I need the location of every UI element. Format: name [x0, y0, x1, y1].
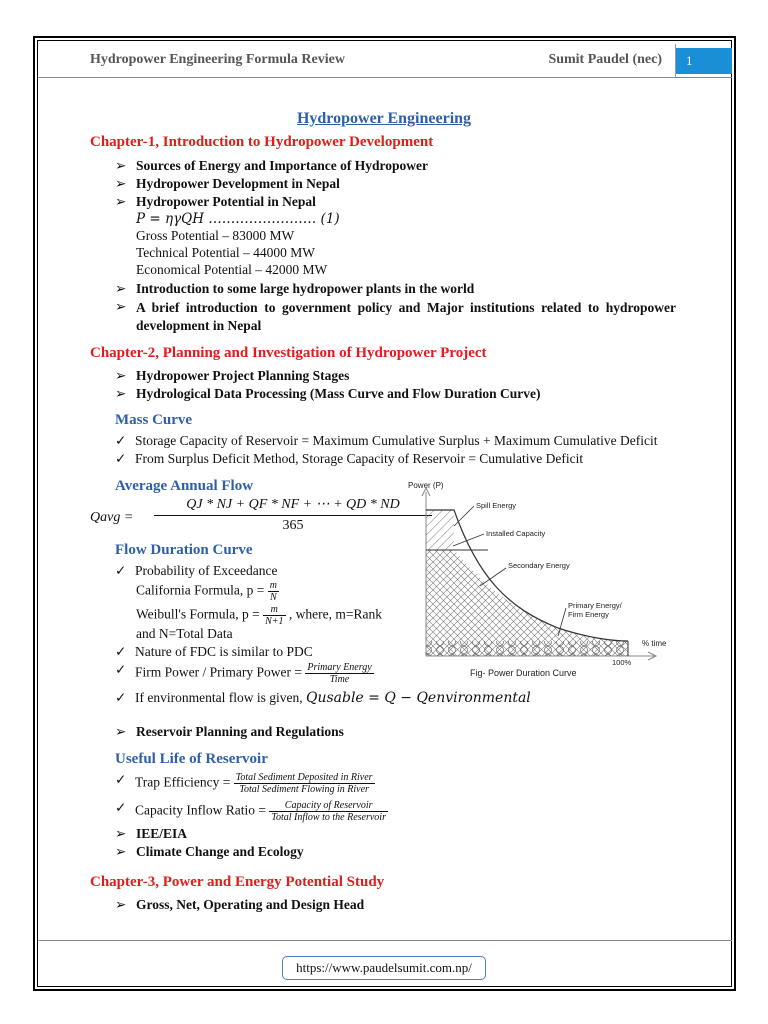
fraction-denominator: N+1: [265, 616, 284, 627]
fraction-numerator: Primary Energy: [307, 662, 372, 673]
check-icon: ✓: [115, 644, 127, 659]
secondary-energy-label: Secondary Energy: [508, 561, 570, 570]
formula-label: Firm Power / Primary Power =: [135, 664, 302, 680]
arrow-bullet-icon: ➢: [115, 897, 127, 912]
fraction: [268, 580, 279, 603]
primary-energy-area: [426, 641, 628, 656]
check-icon: ✓: [115, 662, 127, 677]
fraction-numerator: m: [269, 580, 277, 591]
arrow-bullet-icon: ➢: [115, 299, 127, 314]
technical-potential: Technical Potential – 44000 MW: [136, 245, 316, 260]
spill-energy-label: Spill Energy: [476, 501, 517, 510]
footer-divider: [38, 940, 732, 941]
x-end-label: 100%: [612, 658, 632, 667]
spill-energy-pointer: [454, 506, 474, 526]
y-axis-label: Power (P): [408, 481, 444, 490]
average-annual-flow-heading: Average Annual Flow: [115, 478, 254, 494]
website-link[interactable]: https://www.paudelsumit.com.np/: [282, 956, 486, 980]
california-formula: [136, 580, 279, 603]
environmental-flow-formula: Qusable = Q − Qenvironmental: [305, 690, 531, 706]
power-formula: P = ηγQH …………………… (1): [136, 211, 340, 227]
check-icon: ✓: [115, 772, 127, 787]
formula-label: Trap Efficiency =: [135, 774, 231, 790]
arrow-bullet-icon: ➢: [115, 176, 127, 191]
check-icon: ✓: [115, 451, 127, 466]
arrow-bullet-icon: ➢: [115, 844, 127, 859]
installed-capacity-label: Installed Capacity: [486, 529, 546, 538]
arrow-bullet-icon: ➢: [115, 158, 127, 173]
fraction-denominator: N: [270, 592, 277, 603]
power-duration-curve-figure: [398, 478, 682, 678]
fraction-numerator: Capacity of Reservoir: [269, 800, 388, 812]
formula-denominator: 365: [282, 518, 304, 533]
firm-energy-label: Firm Energy: [568, 610, 609, 619]
fraction-numerator: Total Sediment Deposited in River: [235, 772, 373, 783]
gross-potential: Gross Potential – 83000 MW: [136, 228, 295, 243]
formula-note: , where, m=Rank: [288, 606, 382, 622]
page-number: 1: [676, 48, 732, 74]
formula-label: If environmental flow is given,: [135, 690, 303, 705]
check-icon: ✓: [115, 433, 127, 448]
fraction: [305, 662, 373, 685]
weibull-formula: [136, 604, 382, 627]
weibull-note: and N=Total Data: [136, 626, 233, 641]
flow-duration-curve-heading: Flow Duration Curve: [115, 542, 253, 558]
x-axis-label: % time: [642, 639, 667, 648]
arrow-bullet-icon: ➢: [115, 724, 127, 739]
header-title: Hydropower Engineering Formula Review: [90, 52, 345, 67]
check-icon: ✓: [115, 690, 127, 705]
formula-label: California Formula, p =: [136, 582, 265, 598]
chapter-3-title: Chapter-3, Power and Energy Potential Study: [90, 874, 385, 890]
check-icon: ✓: [115, 800, 127, 815]
header-author: Sumit Paudel (nec): [548, 52, 662, 67]
formula-label: Capacity Inflow Ratio =: [135, 802, 266, 818]
mass-curve-heading: Mass Curve: [115, 412, 193, 428]
arrow-bullet-icon: ➢: [115, 826, 127, 841]
arrow-bullet-icon: ➢: [115, 368, 127, 383]
fraction-numerator: m: [263, 604, 285, 616]
formula-lhs: Qavg =: [90, 510, 134, 525]
page-header: [38, 44, 732, 78]
fraction: [263, 604, 285, 627]
figure-caption: Fig- Power Duration Curve: [470, 668, 577, 678]
spill-energy-area: [426, 510, 454, 550]
fraction-denominator: Total Inflow to the Reservoir: [271, 812, 386, 823]
useful-life-heading: Useful Life of Reservoir: [115, 751, 268, 767]
main-title: Hydropower Engineering: [296, 110, 472, 127]
arrow-bullet-icon: ➢: [115, 194, 127, 209]
formula-label: Weibull's Formula, p =: [136, 606, 260, 622]
arrow-bullet-icon: ➢: [115, 386, 127, 401]
economical-potential: Economical Potential – 42000 MW: [136, 262, 328, 277]
chapter-2-title: Chapter-2, Planning and Investigation of Hydropower Project: [90, 345, 487, 361]
fraction: [234, 772, 375, 795]
chapter-1-title: Chapter-1, Introduction to Hydropower Development: [90, 134, 434, 150]
fraction: [269, 800, 388, 823]
fraction-denominator: Time: [329, 674, 350, 685]
primary-energy-label: Primary Energy/: [568, 601, 622, 610]
arrow-bullet-icon: ➢: [115, 281, 127, 296]
check-icon: ✓: [115, 563, 127, 578]
fraction-denominator: Total Sediment Flowing in River: [239, 784, 369, 795]
formula-numerator: QJ * NJ + QF * NF + ⋯ + QD * ND: [154, 496, 432, 516]
